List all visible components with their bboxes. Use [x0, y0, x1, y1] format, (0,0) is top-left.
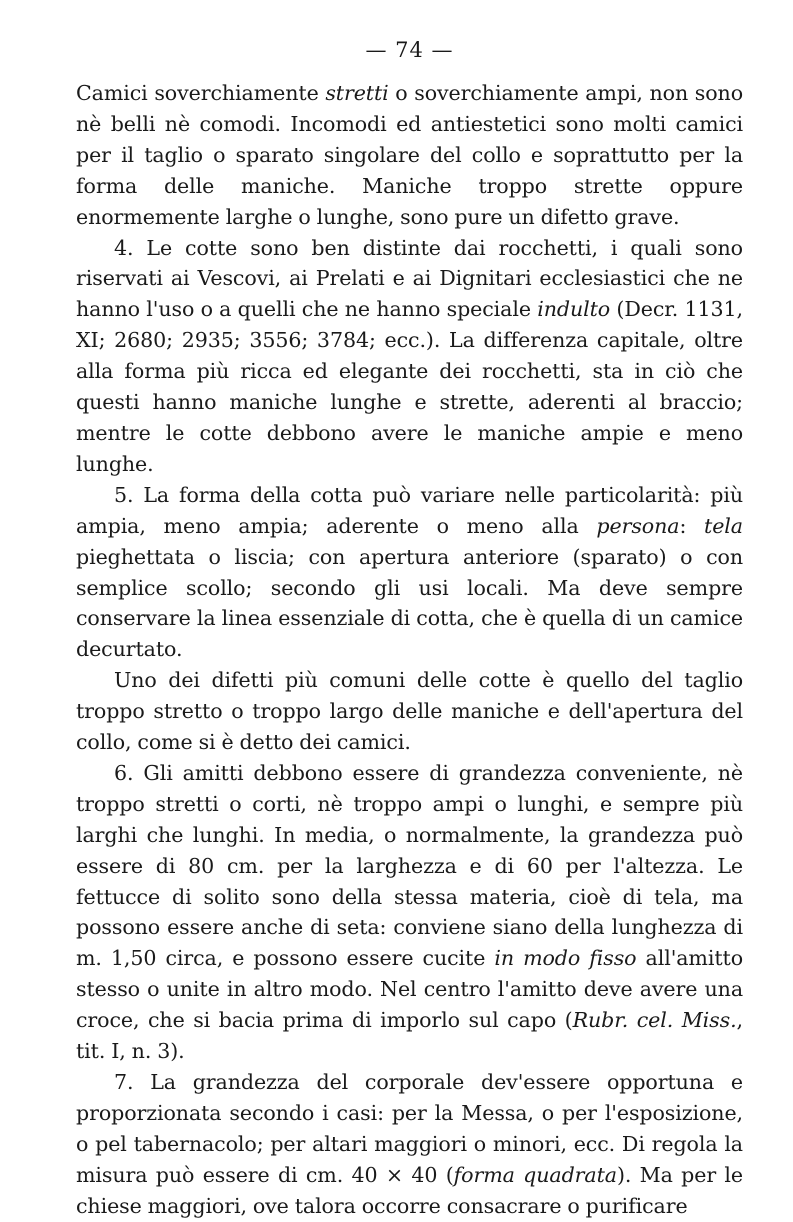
text-run: all'amitto stesso o unite in altro modo. Nel centro l'amitto deve avere una croce, che si bacia prima di imporlo sul capo ( [76, 946, 743, 1033]
paragraph [76, 758, 743, 1067]
text-run: 6. Gli amitti debbono essere di grandezza conveniente, nè troppo stretti o corti, nè troppo ampi o lunghi, e sempre più larghi che lunghi. In media, o normalmente, la grandezza può essere di 80 cm. per la larghezza e di 60 per l'altezza. Le fettucce di solito sono della stessa materia, cioè di tela, ma possono essere anche di seta: conviene siano della lunghezza di m. 1,50 circa, e possono essere cucite [76, 760, 743, 971]
italic-text: forma quadrata [453, 1162, 617, 1187]
text-run: 5. La forma della cotta può variare nelle particolarità: più ampia, meno ampia; aderente o meno alla [76, 482, 743, 538]
text-run: , tit. I, n. 3). [76, 1008, 743, 1064]
paragraph [76, 233, 743, 480]
text-run: o soverchiamente ampi, non sono nè belli nè comodi. Incomodi ed antiestetici sono molti camici per il taglio o sparato singolare del collo e soprattutto per la forma delle maniche. Maniche troppo strette oppure enormemente larghe o lunghe, sono pure un difetto grave. [76, 81, 743, 229]
italic-text: stretti [325, 81, 389, 105]
text-run: Uno dei difetti più comuni delle cotte è quello del taglio troppo stretto o troppo largo delle maniche e dell'apertura del collo, come si è detto dei camici. [76, 668, 743, 755]
text-run: Camici soverchiamente [76, 81, 326, 105]
text-run: : [679, 513, 705, 538]
italic-text: persona [596, 513, 680, 538]
text-run: 4. Le cotte sono ben distinte dai rocchetti, i quali sono riservati ai Vescovi, ai Prelati e ai Dignitari ecclesiastici che ne hanno l'uso o a quelli che ne hanno speciale [76, 235, 743, 322]
paragraph [76, 78, 743, 233]
page-number: — 74 — [365, 38, 454, 62]
body-text [76, 78, 743, 1222]
italic-text: indulto [537, 297, 611, 322]
text-run: (Decr. 1131, XI; 2680; 2935; 3556; 3784; ecc.). La differenza capitale, oltre alla forma più ricca ed elegante dei rocchetti, sta in ciò che questi hanno maniche lunghe e strette, aderenti al braccio; mentre le cotte debbono avere le maniche ampie e meno lunghe. [76, 297, 743, 476]
italic-text: Rubr. cel. Miss. [572, 1008, 737, 1033]
paragraph [76, 480, 743, 665]
paragraph [76, 665, 743, 758]
paragraph [76, 1067, 743, 1222]
italic-text: tela [704, 513, 743, 538]
text-run: 7. La grandezza del corporale dev'essere opportuna e proporzionata secondo i casi: per la Messa, o per l'esposizione, o pel tabernacolo; per altari maggiori o minori, ecc. Di regola la misura può essere di cm. 40 × 40 ( [76, 1070, 743, 1187]
text-run: ). Ma per le chiese maggiori, ove talora occorre consacrare o purificare [76, 1162, 743, 1218]
text-run: pieghettata o liscia; con apertura anteriore (sparato) o con semplice scollo; secondo gli usi locali. Ma deve sempre conservare la linea essenziale di cotta, che è quella di un camice decurtato. [76, 544, 743, 662]
italic-text: in modo fisso [494, 946, 637, 971]
